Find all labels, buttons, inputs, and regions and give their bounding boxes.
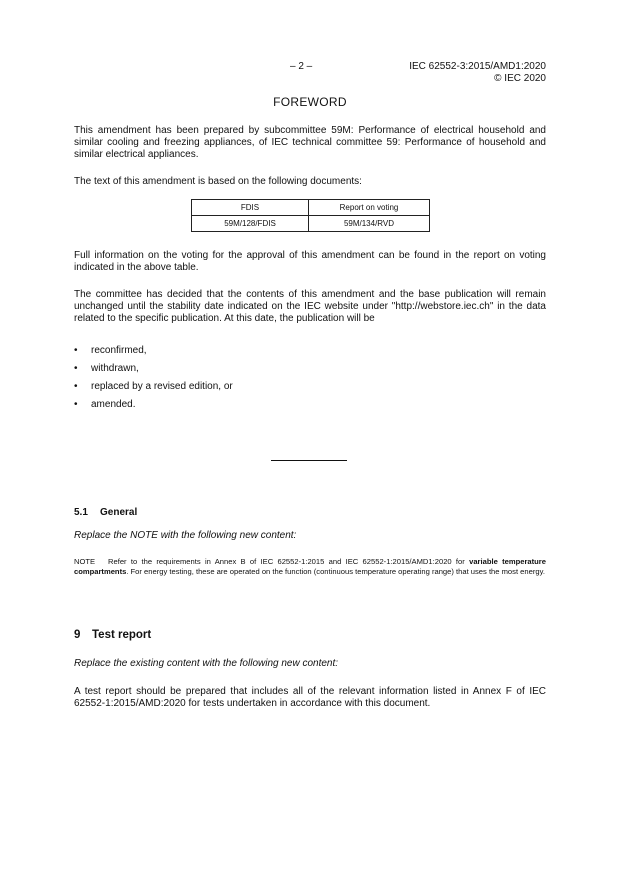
list-item [74,399,233,417]
bullet-icon: • [74,399,78,410]
document-id [409,61,546,85]
note-label: NOTE [74,557,96,566]
section-number: 9 [74,629,81,641]
list-item-text: withdrawn, [91,363,139,374]
table-row [192,216,430,232]
note-block [74,557,546,576]
document-code: IEC 62552-3:2015/AMD1:2020 [409,61,546,72]
note-text-end: . For energy testing, these are operated on the function (continuous temperature operating range) that uses the most energy. [126,566,545,576]
foreword-paragraph-3: Full information on the voting for the approval of this amendment can be found in the report on voting indicated in the above table. [74,250,546,273]
section-title: General [100,507,138,518]
bullet-icon: • [74,381,78,392]
foreword-paragraph-4: The committee has decided that the contents of this amendment and the base publication will remain unchanged until the stability date indicated on the IEC website under "http://webstore.iec.ch" in the data related to the specific publication. At this date, the publication will be [74,289,546,324]
section-5-1-instruction: Replace the NOTE with the following new content: [74,530,297,541]
copyright: © IEC 2020 [494,73,546,84]
list-item-text: amended. [91,399,136,410]
list-item [74,381,233,399]
list-item [74,345,233,363]
documents-table [191,199,430,232]
section-9-body: A test report should be prepared that includes all of the relevant information listed in Annex F of IEC 62552-1:2015/AMD:2020 for tests undertaken in accordance with this document. [74,686,546,709]
publication-status-list [74,345,233,417]
section-title: Test report [92,629,152,641]
section-5-1-heading [74,507,137,518]
list-item-text: reconfirmed, [91,345,147,356]
foreword-paragraph-2: The text of this amendment is based on the following documents: [74,176,362,187]
table-cell: 59M/128/FDIS [192,216,309,232]
list-item [74,363,233,381]
table-header-cell: Report on voting [309,200,430,216]
bullet-icon: • [74,345,78,356]
bullet-icon: • [74,363,78,374]
list-item-text: replaced by a revised edition, or [91,381,233,392]
note-text-start: Refer to the requirements in Annex B of IEC 62552-1:2015 and IEC 62552-1:2015/AMD1:2020 for [108,557,470,566]
section-9-instruction: Replace the existing content with the following new content: [74,658,339,669]
note-bold-term: variable temperature compartments [74,557,546,576]
table-cell: 59M/134/RVD [309,216,430,232]
section-number: 5.1 [74,507,88,518]
foreword-title: FOREWORD [273,95,347,109]
table-header-row [192,200,430,216]
page-number: – 2 – [290,61,313,72]
section-9-heading [74,629,151,641]
foreword-paragraph-1: This amendment has been prepared by subcommittee 59M: Performance of electrical household and similar cooling and freezing appliances, of IEC technical committee 59: Performance of household and similar electrical appliances. [74,125,546,160]
section-divider [271,460,347,461]
table-header-cell: FDIS [192,200,309,216]
